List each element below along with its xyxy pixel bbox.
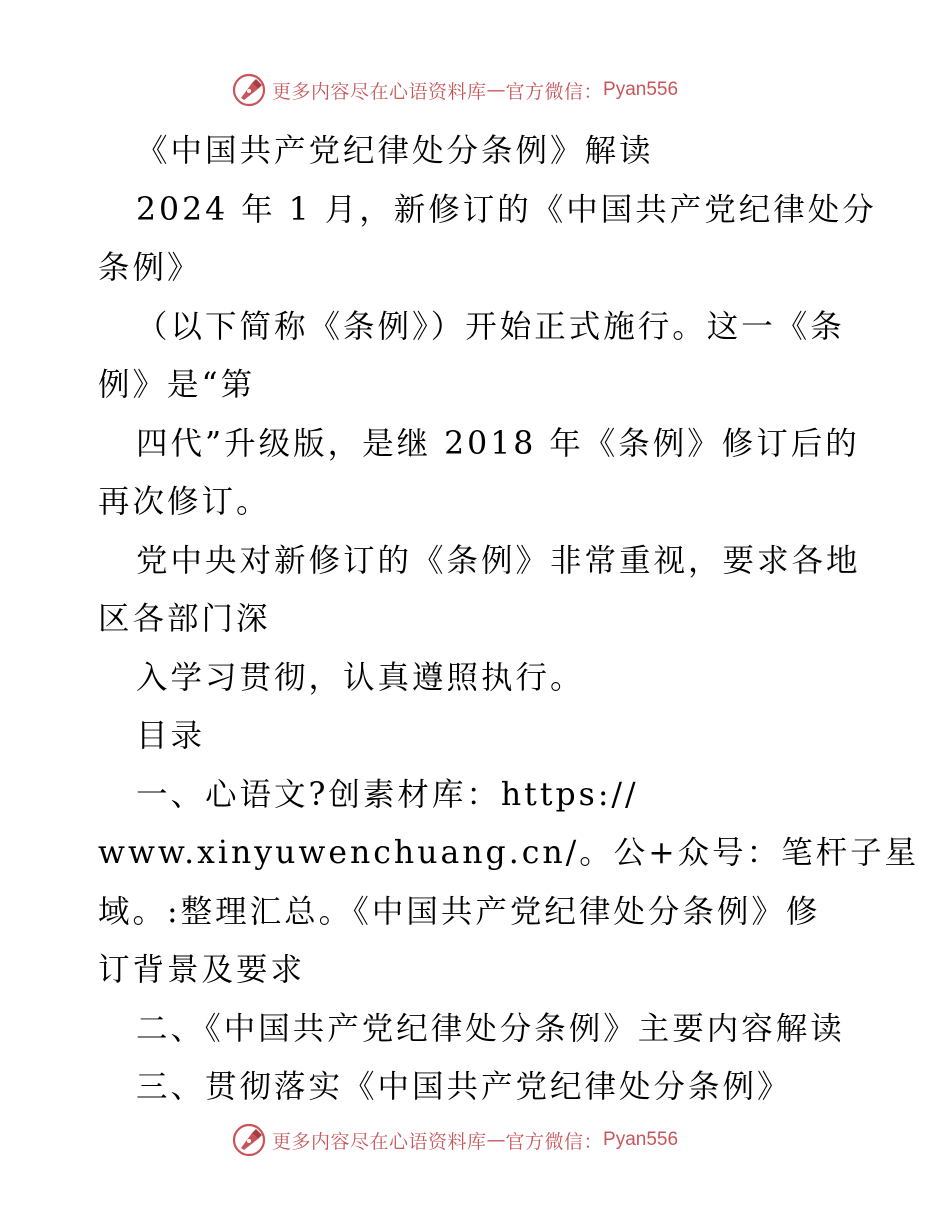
banner-contact-label: 官方微信：: [505, 80, 604, 103]
paragraph-line: 区各部门深: [98, 601, 271, 637]
banner-wechat-id: Pyan556: [603, 79, 679, 100]
document-body: [98, 122, 920, 1117]
toc-item: 三、贯彻落实《中国共产党纪律处分条例》: [136, 1069, 792, 1105]
toc-item-continuation: 订背景及要求: [98, 952, 306, 988]
toc-item-continuation: www.xinyuwenchuang.cn/。公+众号：笔杆子星: [98, 835, 920, 871]
paragraph-line: 再次修订。: [98, 484, 271, 520]
banner-separator: —: [486, 79, 506, 101]
paragraph-line: 入学习贯彻，认真遵照执行。: [136, 659, 585, 696]
paragraph-line: （以下简称《条例》）开始正式施行。这一《条: [136, 308, 845, 345]
paragraph-line: 党中央对新修订的《条例》非常重视，要求各地: [136, 542, 861, 579]
banner-slogan: 更多内容尽在心语资料库: [272, 80, 487, 103]
footer-watermark-banner: [232, 1122, 678, 1158]
paragraph-line: 四代”升级版，是继 2018 年《条例》修订后的: [136, 425, 860, 462]
paragraph-line: 2024 年 1 月，新修订的《中国共产党纪律处分: [136, 191, 877, 228]
document-title: 《中国共产党纪律处分条例》解读: [136, 133, 654, 169]
pen-nib-logo-icon: [232, 1123, 266, 1157]
toc-item-continuation: 域。:整理汇总。《中国共产党纪律处分条例》修: [98, 893, 821, 930]
toc-heading: 目录: [136, 718, 206, 754]
paragraph-line: 例》是“第: [98, 367, 256, 403]
toc-item: 二、《中国共产党纪律处分条例》主要内容解读: [136, 1010, 845, 1047]
banner-slogan: 更多内容尽在心语资料库: [272, 1130, 487, 1153]
banner-separator: —: [486, 1129, 506, 1151]
toc-item: 一、心语文?创素材库：https://: [136, 776, 639, 813]
banner-wechat-id: Pyan556: [603, 1129, 679, 1150]
header-watermark-banner: [232, 72, 678, 108]
paragraph-line: 条例》: [98, 250, 202, 286]
pen-nib-logo-icon: [232, 73, 266, 107]
banner-contact-label: 官方微信：: [505, 1130, 604, 1153]
